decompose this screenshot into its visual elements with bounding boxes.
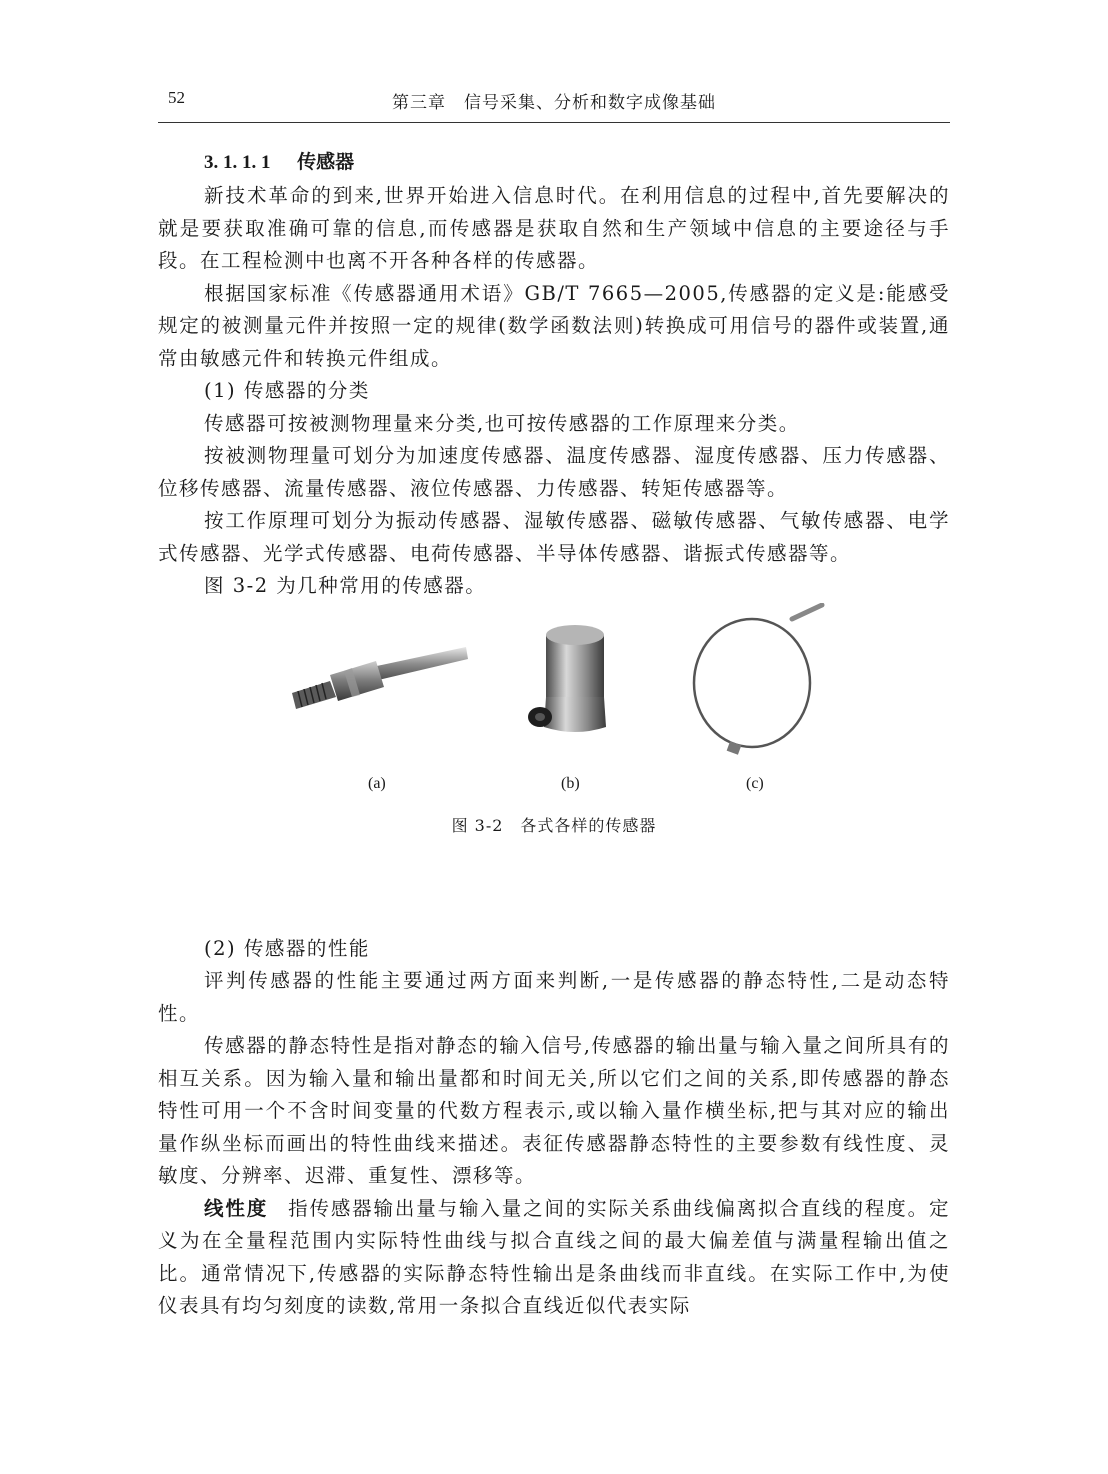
- paragraph: 根据国家标准《传感器通用术语》GB/T 7665—2005,传感器的定义是:能感受规定的被测量元件并按照一定的规律(数学函数法则)转换成可用信号的器件或装置,通常由敏感元件和转换元件组成。: [158, 281, 950, 370]
- paragraph: 新技术革命的到来,世界开始进入信息时代。在利用信息的过程中,首先要解决的就是要获取准确可靠的信息,而传感器是获取自然和生产领域中信息的主要途径与手段。在工程检测中也离不开各种各样的传感器。: [158, 184, 950, 272]
- paragraph: 按工作原理可划分为振动传感器、湿敏传感器、磁敏传感器、气敏传感器、电学式传感器、光学式传感器、电荷传感器、半导体传感器、谐振式传感器等。: [158, 509, 950, 565]
- section-heading: [204, 144, 950, 180]
- page-header: [158, 86, 950, 120]
- paragraph: 传感器可按被测物理量来分类,也可按传感器的工作原理来分类。: [204, 411, 800, 435]
- cable-probe-image: [688, 603, 828, 763]
- section-number: 3. 1. 1. 1: [204, 152, 271, 173]
- paragraph: 传感器的静态特性是指对静态的输入信号,传感器的输出量与输入量之间所具有的相互关系。因为输入量和输出量都和时间无关,所以它们之间的关系,即传感器的静态特性可用一个不含时间变量的代数方程表示,或以输入量作横坐标,把与其对应的输出量作纵坐标而画出的特性曲线来描述。表征传感器静态特性的主要参数有线性度、灵敏度、分辨率、迟滞、重复性、漂移等。: [158, 1034, 950, 1187]
- subheading-performance: (2) 传感器的性能: [204, 936, 370, 960]
- linearity-term: 线性度: [204, 1196, 269, 1220]
- header-rule: [158, 122, 950, 123]
- page-number: 52: [168, 88, 185, 107]
- paragraph: 评判传感器的性能主要通过两方面来判断,一是传感器的静态特性,二是动态特性。: [158, 969, 950, 1025]
- figure-label-b: (b): [561, 774, 580, 792]
- threaded-sensor-image: [290, 645, 468, 715]
- linearity-text: 指传感器输出量与输入量之间的实际关系曲线偏离拟合直线的程度。定义为在全量程范围内实际特性曲线与拟合直线之间的最大偏差值与满量程输出值之比。通常情况下,传感器的实际静态特性输出是条曲线而非直线。在实际工作中,为使仪表具有均匀刻度的读数,常用一条拟合直线近似代表实际: [158, 1196, 950, 1317]
- section-title: 传感器: [297, 151, 355, 173]
- paragraph-linearity: [158, 1193, 950, 1323]
- figure-3-2: [158, 603, 950, 933]
- figure-label-a: (a): [368, 774, 386, 792]
- paragraph: 按被测物理量可划分为加速度传感器、温度传感器、湿度传感器、压力传感器、位移传感器、流量传感器、液位传感器、力传感器、转矩传感器等。: [158, 444, 950, 500]
- figure-label-c: (c): [746, 774, 764, 792]
- chapter-title: 第三章 信号采集、分析和数字成像基础: [392, 93, 716, 113]
- accelerometer-image: [526, 623, 616, 737]
- body-text: [158, 144, 950, 1323]
- paragraph: 图 3-2 为几种常用的传感器。: [204, 574, 487, 597]
- subheading-classification: (1) 传感器的分类: [204, 379, 370, 402]
- figure-caption: 图 3-2 各式各样的传感器: [451, 815, 657, 835]
